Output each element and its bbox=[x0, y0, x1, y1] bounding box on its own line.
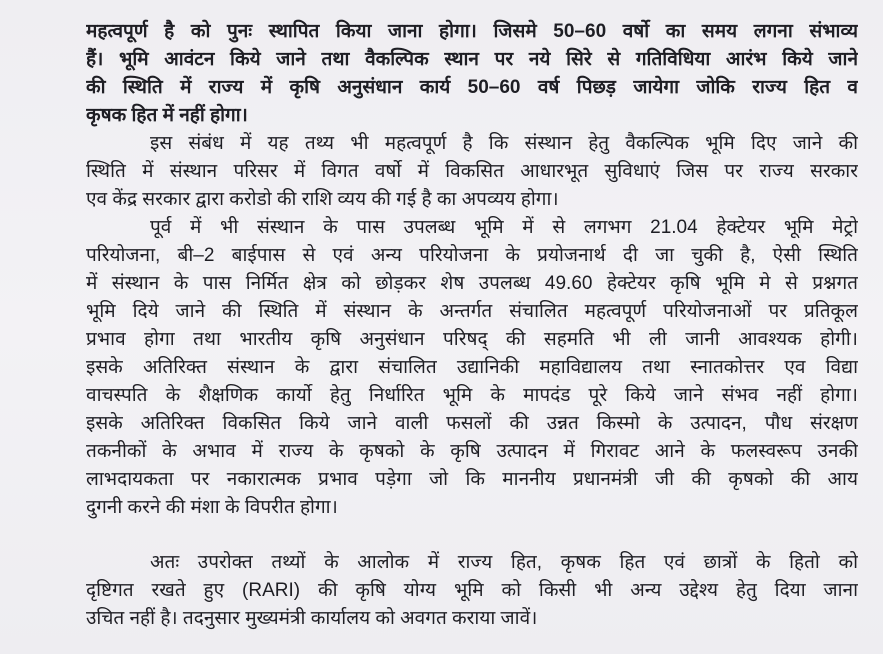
text-line: हैं। भूमि आवंटन किये जाने तथा वैकल्पिक स्थान पर नये सिरे से गतिविधिया आरंभ किये जाने bbox=[86, 49, 858, 70]
text-line: परियोजना, बी–2 बाईपास से एवं अन्य परियोजना के प्रयोजनार्थ दी जा चुकी है, ऐसी स्थिति bbox=[86, 245, 858, 266]
text-line: पूर्व में भी संस्थान के पास उपलब्ध भूमि में से लगभग 21.04 हेक्टेयर भूमि मेट्रो bbox=[150, 217, 858, 238]
text-line: तकनीकों के अभाव में राज्य के कृषको के कृषि उत्पादन में गिरावट आने के फलस्वरूप उनकी bbox=[86, 441, 858, 462]
text-line: की स्थिति में राज्य में कृषि अनुसंधान कार्य 50–60 वर्ष पिछड़ जायेगा जोकि राज्य हित व bbox=[86, 77, 858, 98]
text-line: कृषक हित में नहीं होगा। bbox=[86, 105, 248, 126]
text-line: महत्वपूर्ण है को पुनः स्थापित किया जाना होगा। जिसमे 50–60 वर्षो का समय लगना संभाव्य bbox=[86, 21, 858, 42]
text-line: स्थिति में संस्थान परिसर में विगत वर्षो में विकसित आधारभूत सुविधाएं जिस पर राज्य सरकार bbox=[86, 161, 858, 182]
text-line: इसके अतिरिक्त विकसित किये जाने वाली फसलों की उन्नत किस्मो के उत्पादन, पौध संरक्षण bbox=[86, 413, 858, 434]
text-line: अतः उपरोक्त तथ्यों के आलोक में राज्य हित, कृषक हित एवं छात्रों के हितो को bbox=[150, 552, 858, 573]
text-line: दृष्टिगत रखते हुए (RARI) की कृषि योग्य भूमि को किसी भी अन्य उद्देश्य हेतु दिया जाना bbox=[86, 580, 858, 601]
text-line: में संस्थान के पास निर्मित क्षेत्र को छोड़कर शेष उपलब्ध 49.60 हेक्टेयर कृषि भूमि मे से प्रश्नगत bbox=[86, 273, 858, 294]
text-line: दुगनी करने की मंशा के विपरीत होगा। bbox=[86, 497, 338, 518]
text-line: एव केंद्र सरकार द्वारा करोडो की राशि व्यय की गई है का अपव्यय होगा। bbox=[86, 189, 559, 210]
text-line: प्रभाव होगा तथा भारतीय कृषि अनुसंधान परिषद् की सहमति भी ली जानी आवश्यक होगी। bbox=[86, 329, 858, 350]
text-line: इस संबंध में यह तथ्य भी महत्वपूर्ण है कि संस्थान हेतु वैकल्पिक भूमि दिए जाने की bbox=[150, 133, 858, 154]
text-line: वाचस्पति के शैक्षणिक कार्यो हेतु निर्धारित भूमि के मापदंड पूरे किये जाने संभव नहीं होगा। bbox=[86, 385, 858, 406]
text-line: उचित नहीं है। तदनुसार मुख्यमंत्री कार्यालय को अवगत कराया जावें। bbox=[86, 608, 538, 629]
text-line: इसके अतिरिक्त संस्थान के द्वारा संचालित उद्यानिकी महाविद्यालय तथा स्नातकोत्तर एव विद्या bbox=[86, 357, 858, 378]
text-line: लाभदायकता पर नकारात्मक प्रभाव पड़ेगा जो कि माननीय प्रधानमंत्री जी की कृषको की आय bbox=[86, 469, 858, 490]
text-line: भूमि दिये जाने की स्थिति में संस्थान के अन्तर्गत संचालित महत्वपूर्ण परियोजनाओं पर प्रतिकूल bbox=[86, 301, 858, 322]
